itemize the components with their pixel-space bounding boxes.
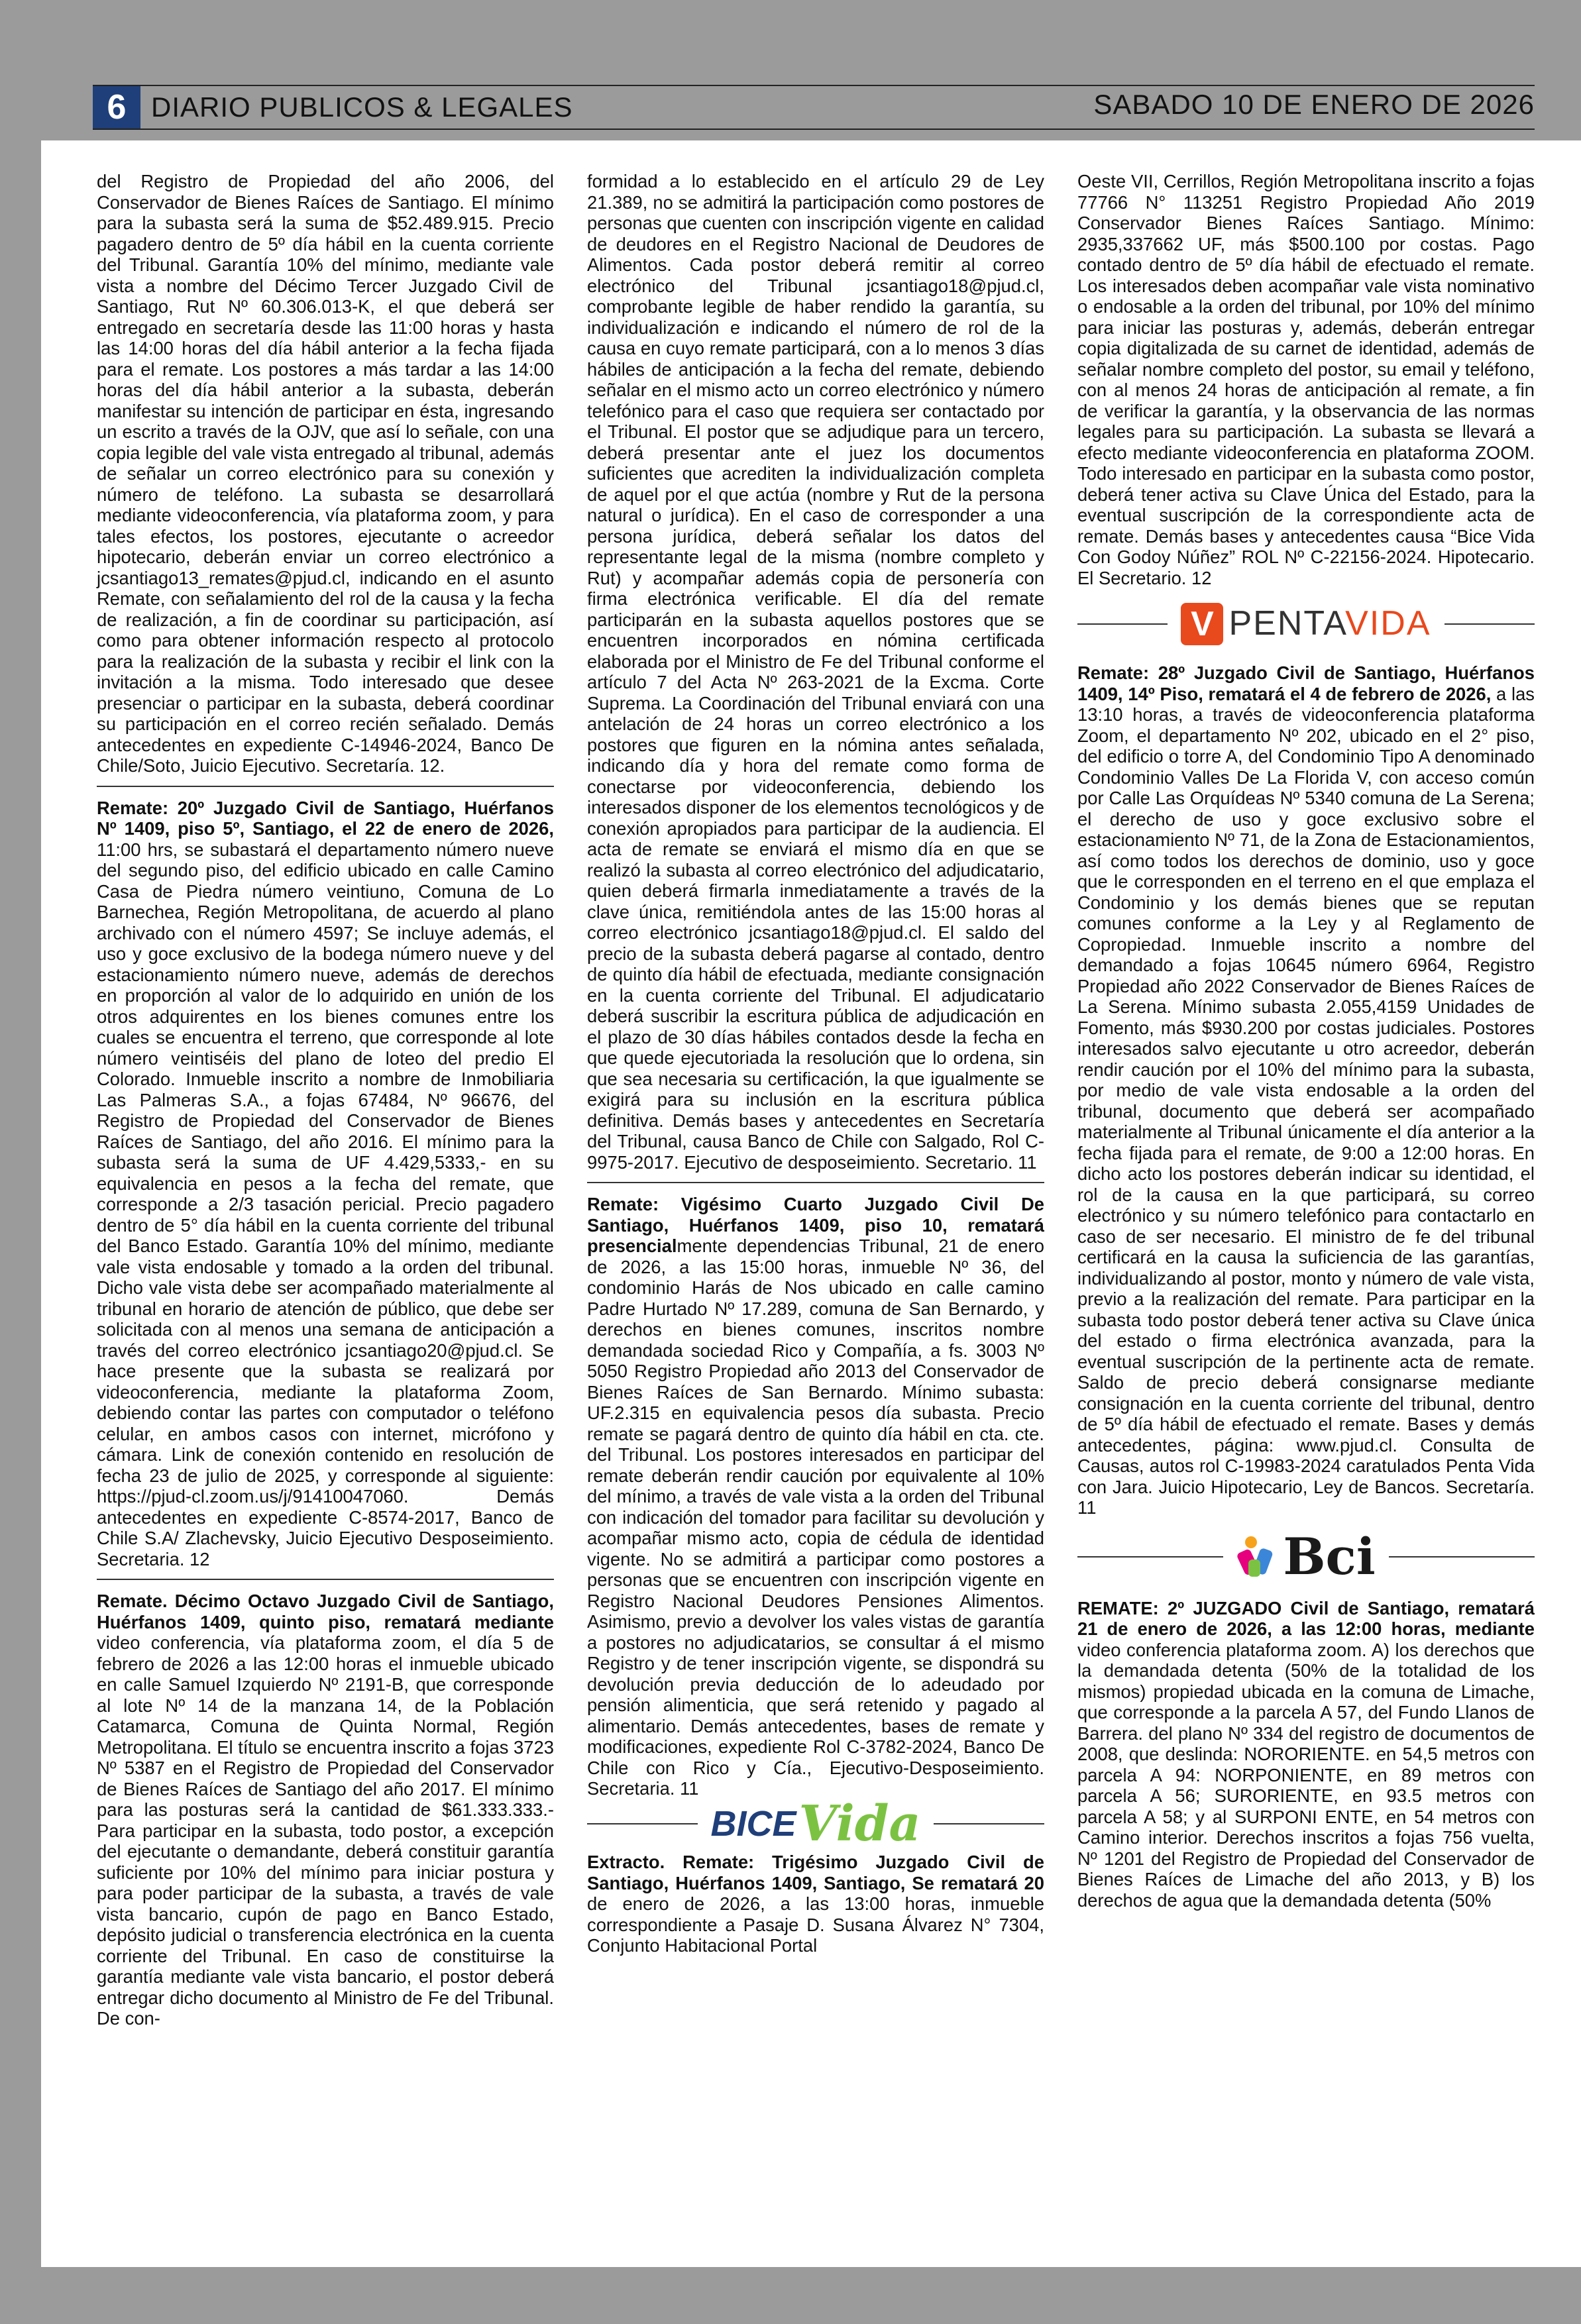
- notice-28-juzgado: [1077, 662, 1535, 1518]
- bci-mark-icon: [1236, 1533, 1279, 1581]
- penta-mark-icon: V: [1181, 603, 1223, 645]
- penta-vida-logo-row: [1077, 603, 1535, 645]
- vida-logo-text: Vida: [798, 1795, 921, 1852]
- notice-body: video conferencia plataforma zoom. A) los derechos que la demandada detenta (50% de la totalidad de los mismos) propiedad ubicada en la comuna de Limache, que corresponde a la parcela A 57, del Fundo Llanos de Barrera. del plano Nº 334 del registro de documentos de 2008, que deslinda: NORORIENTE. en 54,5 metros con parcela A 94: NORPONIENTE, en 89 metros con parcela A 56; SURORIENTE, en 93.5 metros con parcela A 58; y al SURPONI ENTE, en 54 metros con Camino interior. Derechos inscritos a fojas 756 vuelta, Nº 1201 del Registro de Propiedad del Conservador de Bienes Raíces de Limache del año 2013, y B) los derechos de agua que la demandada detenta (50%: [1077, 1639, 1535, 1911]
- penta-logo-text: PENTA: [1228, 604, 1346, 643]
- notice-18-juzgado: [97, 1591, 554, 2029]
- newspaper-page: [41, 140, 1581, 2267]
- notice-text: del Registro de Propiedad del año 2006, del Conservador de Bienes Raíces de Santiago. El mínimo para la subasta será la suma de $52.489.915. Precio pagadero dentro de 5º día hábil en la cuenta corriente del Tribunal. Garantía 10% del mínimo, mediante vale vista a nombre del Décimo Tercer Juzgado Civil de Santiago, Rut Nº 60.306.013-K, el que deberá ser entregado en secretaría desde las 11:00 horas y hasta las 14:00 horas del día hábil anterior a la fecha fijada para el remate. Los postores a más tardar a las 14:00 horas del día hábil anterior a la subasta, deberán manifestar su intención de participar en ésta, ingresando un escrito a través de la OJV, que así lo señale, con una copia legible del vale vista entregado al tribunal, además de señalar un correo electrónico para su conexión y número de teléfono. La subasta se desarrollará mediante videoconferencia, vía plataforma zoom, y para tales efectos, los postores, ejecutante o acreedor hipotecario, deberán enviar un correo electrónico a jcsantiago13_remates@pjud.cl, indicando en el asunto Remate, con señalamiento del rol de la causa y la fecha de realización, a fin de coordinar su participación, así como para obtener información respecto al protocolo para la realización de la subasta y recibir el link con la invitación a la misma. Todo interesado que desee presenciar o participar en la subasta, deberá coordinar su participación en el correo recién señalado. Demás antecedentes en expediente C-14946-2024, Banco De Chile/Soto, Juicio Ejecutivo. Secretaría. 12.: [97, 171, 554, 776]
- penta-vida-logo: [1181, 603, 1431, 645]
- bci-logo-text: Bci: [1283, 1526, 1376, 1586]
- publication-title: DIARIO PUBLICOS & LEGALES: [151, 91, 573, 123]
- bci-logo-row: [1077, 1526, 1535, 1586]
- notice-text: formidad a lo establecido en el artículo 29 de Ley 21.389, no se admitirá la participación como postores de personas que cuenten con inscripción vigente en calidad de deudores en el Registro Nacional de Deudores de Alimentos. Cada postor deberá remitir al correo electrónico del Tribunal jcsantiago18@pjud.cl, comprobante legible de haber rendido la garantía, su individualización e indicando el número de rol de la causa en cuyo remate participará, con a lo menos 3 días hábiles de anticipación a la fecha del remate, debiendo señalar en el mismo acto un correo electrónico y número telefónico para el caso que requiera ser contactado por el Tribunal. El postor que se adjudique para un tercero, deberá presentar ante el juez los documentos suficientes que acrediten la individualización completa de aquel por el que actúa (nombre y Rut de la persona natural o jurídica). En el caso de corresponder a una persona jurídica, deberá señalar los datos del representante legal de la misma (nombre completo y Rut) y acompañar además copia de personería con firma electrónica verificable. El día del remate participarán en la subasta aquellos postores que se encuentren incorporados en nómina certificada elaborada por el Ministro de Fe del Tribunal conforme el artículo 7 del Acta Nº 263-2021 de la Excma. Corte Suprema. La Coordinación del Tribunal enviará con una antelación de 24 horas un correo electrónico a los postores que figuren en la nómina antes señalada, indicando día y hora del remate como forma de conectarse por videoconferencia, debiendo los interesados disponer de los elementos tecnológicos y de conexión apropiados para participar de la audiencia. El acta de remate se enviará el mismo día en que se realizó la subasta al correo electrónico del adjudicatario, quien deberá firmarla inmediatamente a través de la clave única, remitiéndola antes de las 15:00 horas al correo electrónico jcsantiago18@pjud.cl. El saldo del precio de la subasta deberá pagarse al contado, dentro de quinto día hábil de efectuada, mediante consignación en la cuenta corriente del Tribunal. El adjudicatario deberá suscribir la escritura pública de adjudicación en el plazo de 30 días hábiles contados desde la fecha en que quede ejecutoriada la resolución que lo ordena, sin que sea necesaria su certificación, la que igualmente se exigirá para su inclusión en la escritura pública definitiva. Demás bases y antecedentes en Secretaría del Tribunal, causa Banco de Chile con Salgado, Rol C-9975-2017. Ejecutivo de desposeimiento. Secretario. 11: [587, 171, 1044, 1173]
- page-header: [0, 0, 1581, 139]
- divider: [587, 1182, 1044, 1183]
- notice-heading: Remate: 28º Juzgado Civil de Santiago, Huérfanos 1409, 14º Piso, rematará el 4 de febrero de 2026,: [1077, 662, 1535, 704]
- bice-vida-logo-row: [587, 1795, 1044, 1852]
- vida-logo-text: VIDA: [1345, 604, 1431, 643]
- notice-body: 11:00 hrs, se subastará el departamento número nueve del segundo piso, del edificio ubicado en calle Camino Casa de Piedra número veintiuno, Comuna de Lo Barnechea, Región Metropolitana, de acuerdo al plano archivado con el número 4597; Se incluye además, el uso y goce exclusivo de la bodega número nueve y del estacionamiento número nueve, además de derechos en proporción al valor de lo adquirido en unión de los otros adquirentes en los bienes comunes entre los cuales se encuentra el terreno, que corresponde al lote número veintiséis del plano de loteo del predio El Colorado. Inmueble inscrito a nombre de Inmobiliaria Las Palmeras S.A., a fojas 67484, Nº 96676, del Registro de Propiedad del Conservador de Bienes Raíces de Santiago, del año 2016. El mínimo para la subasta será la suma de UF 4.429,5333,- en su equivalencia en pesos a la fecha del remate, que corresponde a 2/3 tasación pericial. Precio pagadero dentro de 5° día hábil en la cuenta corriente del tribunal del Banco Estado. Garantía 10% del mínimo, mediante vale vista endosable y tomado a la orden del tribunal. Dicho vale vista debe ser acompañado materialmente al tribunal en horario de atención de público, que debe ser solicitada con al menos una semana de anticipación a través del correo electrónico jcsantiago20@pjud.cl. Se hace presente que la subasta se realizará por videoconferencia, mediante la plataforma Zoom, debiendo contar las partes con computador o teléfono celular, en ambos casos con internet, micrófono y cámara. Link de conexión contenido en resolución de fecha 23 de julio de 2025, y corresponde al siguiente: https://pjud-cl.zoom.us/j/91410047060. Demás antecedentes en expediente C-8574-2017, Banco de Chile S.A/ Zlachevsky, Juicio Ejecutivo Desposeimiento. Secretaria. 12: [97, 839, 554, 1569]
- notice-text: Oeste VII, Cerrillos, Región Metropolitana inscrito a fojas 77766 N° 113251 Registro Propiedad Año 2019 Conservador Bienes Raíces Santiago. Mínimo: 2935,337662 UF, más $500.100 por costas. Pago contado dentro de 5º día hábil de efectuado el remate. Los interesados deben acompañar vale vista nominativo o endosable a la orden del tribunal, por 10% del mínimo para iniciar las posturas y, además, deberán entregar copia digitalizada de su carnet de identidad, además de señalar nombre completo del postor, su email y teléfono, con al menos 24 horas de anticipación al remate, a fin de verificar la garantía, y la observancia de las normas legales para su participación. La subasta se llevará a efecto mediante videoconferencia en plataforma ZOOM. Todo interesado en participar en la subasta como postor, deberá tener activa su Clave Única del Estado, para la eventual suscripción de la correspondiente acta de remate. Demás bases y antecedentes causa “Bice Vida Con Godoy Núñez” ROL Nº C-22156-2024. Hipotecario. El Secretario. 12: [1077, 171, 1535, 588]
- notice-body: a las 13:10 horas, a través de videoconferencia plataforma Zoom, el departamento Nº 202, ubicado en el 2° piso, del edificio o torre A, del Condominio Tipo A denominado Condominio Valles De La Florida V, con acceso común por Calle Las Orquídeas Nº 5340 comuna de La Serena; el derecho de uso y goce exclusivo sobre el estacionamiento Nº 71, de la Zona de Estacionamientos, así como todos los derechos de dominio, uso y goce que le corresponden en el terreno en el que emplaza el Condominio y los demás bienes que se reputan comunes conforme a la Ley y al Reglamento de Copropiedad. Inmueble inscrito a nombre del demandado a fojas 10645 número 6964, Registro Propiedad año 2022 Conservador de Bienes Raíces de La Serena. Mínimo subasta 2.055,4159 Unidades de Fomento, más $930.200 por costas judiciales. Postores interesados salvo ejecutante u otro acreedor, deberán rendir caución por el 10% del mínimo para la subasta, por medio de vale vista endosable a la orden del tribunal, documento que deberá ser acompañado materialmente al Tribunal únicamente el día anterior a la fecha fijada para el remate, de 9:00 a 12:00 horas. En dicho acto los postores deberán indicar su identidad, el rol de la causa en la que participará, su correo electrónico y su número telefónico para contactarlo en caso de ser necesario. El ministro de fe del tribunal certificará en la causa la suficiencia de las garantías, individualizando al postor, monto y número de vale vista, previo a la realización del remate. Para participar en la subasta todo postor deberá tener activa su Clave única del estado o firma electrónica avanzada, para la eventual suscripción de la pertinente acta de remate. Saldo de precio deberá consignarse mediante consignación en la cuenta corriente del tribunal, dentro de 5º día hábil de efectuado el remate. Bases y demás antecedentes, página: www.pjud.cl. Consulta de Causas, autos rol C-19983-2024 caratulados Penta Vida con Jara. Juicio Hipotecario, Ley de Bancos. Secretaría. 11: [1077, 683, 1535, 1518]
- page-number: 6: [93, 85, 140, 130]
- publication-date: SABADO 10 DE ENERO DE 2026: [1093, 89, 1535, 120]
- notice-body: mente dependencias Tribunal, 21 de enero de 2026, a las 15:00 horas, inmueble Nº 36, del condominio Harás de Nos ubicado en calle camino Padre Hurtado Nº 17.289, comuna de San Bernardo, y derechos en bienes comunes, inscritos nombre demandada sociedad Rico y Compañía, a fs. 3003 Nº 5050 Registro Propiedad año 2013 del Conservador de Bienes Raíces de San Bernardo. Mínimo subasta: UF.2.315 en equivalencia pesos día subasta. Precio remate se pagará dentro de quinto día hábil en cta. cte. del Tribunal. Los postores interesados en participar del remate deberán rendir caución por equivalente al 10% del mínimo, a través de vale vista a la orden del Tribunal con indicación del tomador para facilitar su devolución y acompañar mismo acto, copia de cédula de identidad vigente. No se admitirá a participar como postores a personas que se encuentren con inscripción vigente en Registro Nacional Deudores Pensiones Alimentos. Asimismo, previo a devolver los vales vistas de garantía a postores no adjudicatarios, se consultar á el mismo Registro y de tener inscripción vigente, se dispondrá su devolución previa deducción de lo adeudado por pensión alimenticia, que será retenido y pagado al alimentario. Demás antecedentes, bases de remate y modificaciones, expediente Rol C-3782-2024, Banco De Chile con Rico y Cía., Ejecutivo-Desposeimiento. Secretaria. 11: [587, 1236, 1044, 1799]
- header-top-rule: [93, 85, 1535, 86]
- notice-2-juzgado: [1077, 1598, 1535, 1911]
- header-bottom-rule: [93, 129, 1535, 130]
- divider: [97, 1579, 554, 1580]
- column-3: [1077, 171, 1535, 1911]
- notice-20-juzgado: [97, 798, 554, 1570]
- notice-body: video conferencia, vía plataforma zoom, el día 5 de febrero de 2026 a las 12:00 horas el inmueble ubicado en calle Samuel Izquierdo Nº 2191-B, que corresponde al lote Nº 14 de la manzana 14, de la Población Catamarca, Comuna de Quinta Normal, Región Metropolitana. El título se encuentra inscrito a fojas 3723 Nº 5387 en el Registro de Propiedad del Conservador de Bienes Raíces de Santiago del año 2017. El mínimo para las posturas será la cantidad de $61.333.333.- Para participar en la subasta, todo postor, a excepción del ejecutante o demandante, deberá constituir garantía suficiente por 10% del mínimo para iniciar postura y para poder participar de la subasta, a través de vale vista bancario, cupón de pago en Banco Estado, depósito judicial o transferencia electrónica en la cuenta corriente del Tribunal. En caso de constituirse la garantía mediante vale vista bancario, el postor deberá entregar dicho documento al Ministro de Fe del Tribunal. De con-: [97, 1632, 554, 2029]
- notice-heading: Extracto. Remate: Trigésimo Juzgado Civil de Santiago, Huérfanos 1409, Santiago, Se rematará 20: [587, 1852, 1044, 1893]
- bice-vida-logo: [710, 1795, 921, 1852]
- column-2: [587, 171, 1044, 1956]
- notice-body: de enero de 2026, a las 13:00 horas, inmueble correspondiente a Pasaje D. Susana Álvarez N° 7304, Conjunto Habitacional Portal: [587, 1893, 1044, 1956]
- notice-24-juzgado: [587, 1194, 1044, 1799]
- notice-heading: Remate: 20º Juzgado Civil de Santiago, Huérfanos Nº 1409, piso 5º, Santiago, el 22 de enero de 2026,: [97, 797, 554, 839]
- column-1: [97, 171, 554, 2029]
- notice-heading: Remate. Décimo Octavo Juzgado Civil de Santiago, Huérfanos 1409, quinto piso, rematará mediante: [97, 1591, 554, 1632]
- notice-heading: Remate: Vigésimo Cuarto Juzgado Civil De Santiago, Huérfanos 1409, piso 10, rematará presencial: [587, 1194, 1044, 1256]
- divider: [97, 786, 554, 787]
- notice-heading: REMATE: 2º JUZGADO Civil de Santiago, rematará 21 de enero de 2026, a las 12:00 horas, mediante: [1077, 1597, 1535, 1639]
- bci-logo: [1236, 1526, 1376, 1586]
- bice-logo-text: BICE: [710, 1803, 796, 1844]
- notice-30-juzgado: [587, 1852, 1044, 1956]
